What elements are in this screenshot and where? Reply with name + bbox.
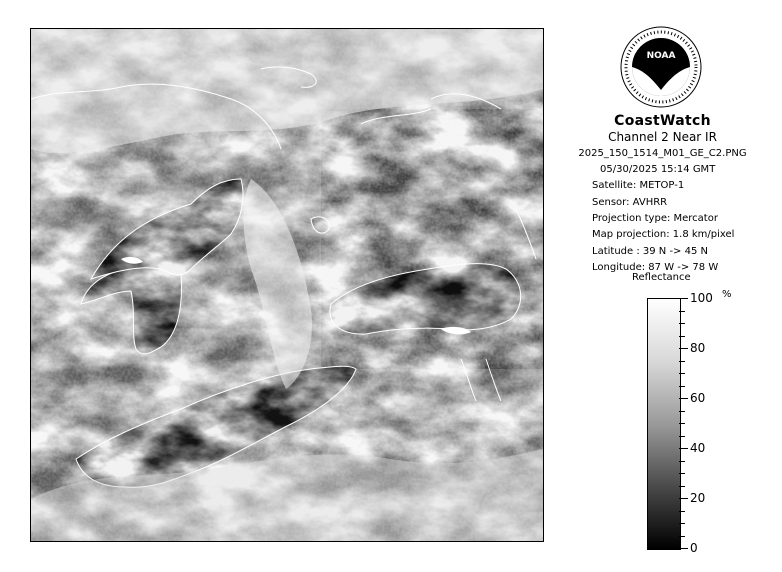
filename-label: 2025_150_1514_M01_GE_C2.PNG bbox=[578, 148, 747, 159]
satellite-label: Satellite: METOP-1 bbox=[592, 180, 685, 191]
colorbar-tick bbox=[679, 398, 688, 399]
colorbar-tick bbox=[679, 498, 688, 499]
colorbar-tick bbox=[679, 348, 688, 349]
colorbar-tick bbox=[679, 536, 685, 537]
longitude-label: Longitude: 87 W -> 78 W bbox=[592, 262, 719, 273]
datetime-label: 05/30/2025 15:14 GMT bbox=[600, 164, 716, 175]
colorbar-tick bbox=[679, 411, 685, 412]
colorbar-tick bbox=[679, 448, 688, 449]
sensor-label: Sensor: AVHRR bbox=[592, 197, 668, 208]
colorbar-tick bbox=[679, 436, 685, 437]
colorbar-unit: % bbox=[722, 289, 732, 300]
noaa-logo-text: NOAA bbox=[646, 51, 676, 61]
colorbar-tick-label: 0 bbox=[690, 541, 698, 555]
colorbar-tick bbox=[679, 311, 685, 312]
colorbar-tick-label: 60 bbox=[690, 391, 706, 405]
colorbar-tick bbox=[679, 523, 685, 524]
colorbar-tick bbox=[679, 361, 685, 362]
map-projection-label: Map projection: 1.8 km/pixel bbox=[592, 229, 735, 240]
latitude-label: Latitude : 39 N -> 45 N bbox=[592, 246, 708, 257]
colorbar-tick bbox=[679, 298, 688, 299]
colorbar-tick bbox=[679, 511, 685, 512]
colorbar-tick-label: 80 bbox=[690, 341, 706, 355]
channel-label: Channel 2 Near IR bbox=[608, 130, 717, 144]
reflectance-colorbar bbox=[647, 298, 681, 550]
colorbar-tick-label: 100 bbox=[690, 291, 713, 305]
colorbar-title: Reflectance bbox=[632, 272, 691, 283]
noaa-logo bbox=[620, 26, 702, 108]
colorbar-tick-label: 40 bbox=[690, 441, 706, 455]
projection-label: Projection type: Mercator bbox=[592, 213, 718, 224]
colorbar-tick bbox=[679, 473, 685, 474]
brand-title: CoastWatch bbox=[614, 113, 711, 129]
colorbar-tick bbox=[679, 386, 685, 387]
satellite-image bbox=[30, 28, 544, 542]
colorbar-tick bbox=[679, 336, 685, 337]
colorbar-tick bbox=[679, 548, 688, 549]
colorbar-tick bbox=[679, 486, 685, 487]
colorbar-tick bbox=[679, 323, 685, 324]
satellite-map-svg bbox=[31, 29, 543, 541]
colorbar-tick bbox=[679, 461, 685, 462]
colorbar-tick-label: 20 bbox=[690, 491, 706, 505]
colorbar-tick bbox=[679, 423, 685, 424]
colorbar-tick bbox=[679, 373, 685, 374]
